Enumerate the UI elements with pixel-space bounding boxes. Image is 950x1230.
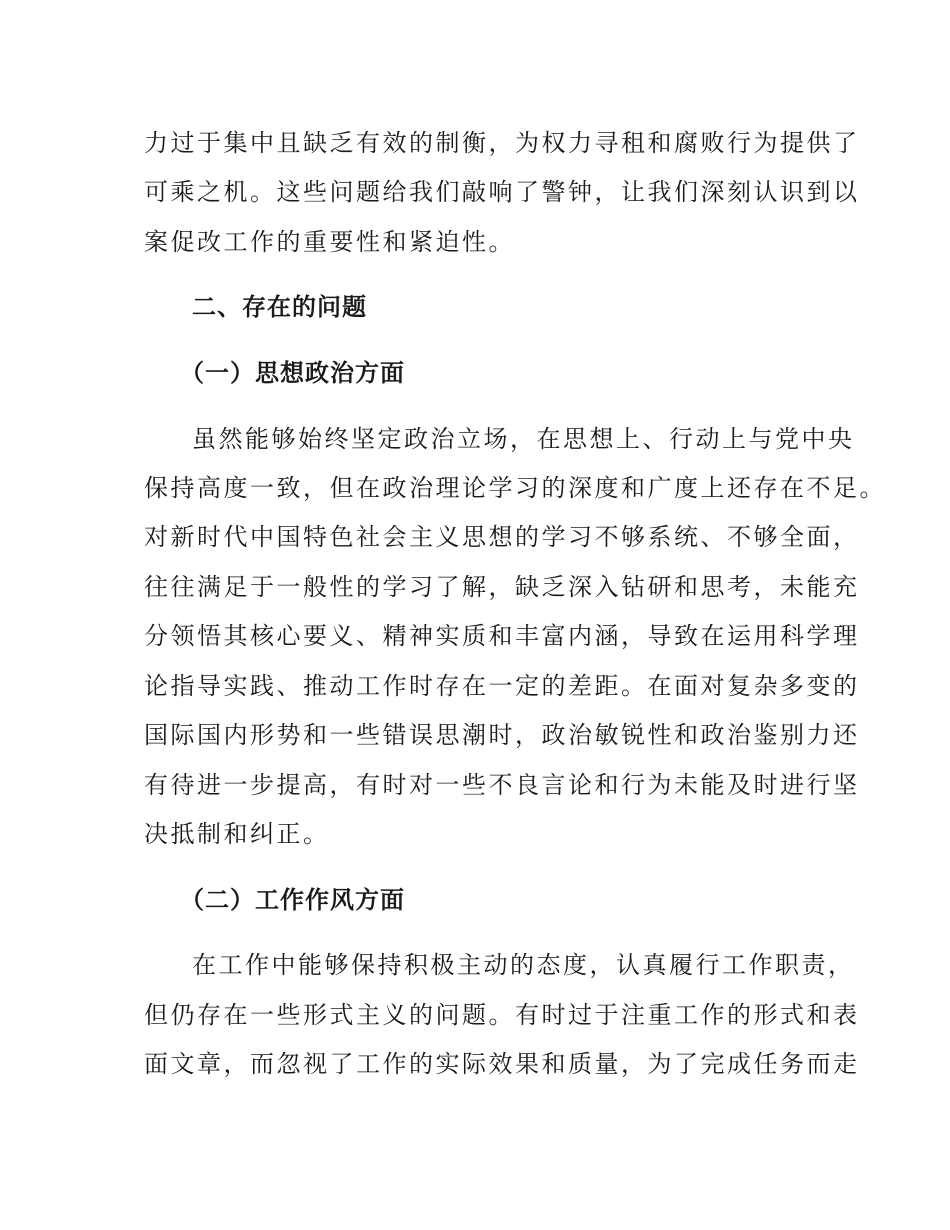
paragraph-1-line-1: 虽然能够始终坚定政治立场，在思想上、行动上与党中央 <box>192 425 855 453</box>
paragraph-2-line-1: 在工作中能够保持积极主动的态度，认真履行工作职责， <box>192 951 855 979</box>
subsection-heading-1: （一）思想政治方面 <box>180 359 405 387</box>
paragraph-2-line-2: 但仍存在一些形式主义的问题。有时过于注重工作的形式和表 <box>144 1001 860 1029</box>
paragraph-1-line-5: 分领悟其核心要义、精神实质和丰富内涵，导致在运用科学理 <box>144 622 860 650</box>
paragraph-2-line-3: 面文章，而忽视了工作的实际效果和质量，为了完成任务而走 <box>144 1050 860 1078</box>
paragraph-1-line-2: 保持高度一致，但在政治理论学习的深度和广度上还存在不足。 <box>144 474 886 502</box>
intro-line-1: 力过于集中且缺乏有效的制衡，为权力寻租和腐败行为提供了 <box>144 129 860 157</box>
section-heading: 二、存在的问题 <box>192 293 367 321</box>
paragraph-1-line-9: 决抵制和纠正。 <box>144 820 330 848</box>
subsection-heading-2: （二）工作作风方面 <box>180 886 405 914</box>
paragraph-1-line-4: 往往满足于一般性的学习了解，缺乏深入钻研和思考，未能充 <box>144 573 860 601</box>
paragraph-1-line-6: 论指导实践、推动工作时存在一定的差距。在面对复杂多变的 <box>144 672 860 700</box>
intro-line-3: 案促改工作的重要性和紧迫性。 <box>144 228 515 256</box>
intro-line-2: 可乘之机。这些问题给我们敲响了警钟，让我们深刻认识到以 <box>144 178 860 206</box>
paragraph-1-line-8: 有待进一步提高，有时对一些不良言论和行为未能及时进行坚 <box>144 771 860 799</box>
paragraph-1-line-7: 国际国内形势和一些错误思潮时，政治敏锐性和政治鉴别力还 <box>144 721 860 749</box>
paragraph-1-line-3: 对新时代中国特色社会主义思想的学习不够系统、不够全面， <box>144 523 860 551</box>
